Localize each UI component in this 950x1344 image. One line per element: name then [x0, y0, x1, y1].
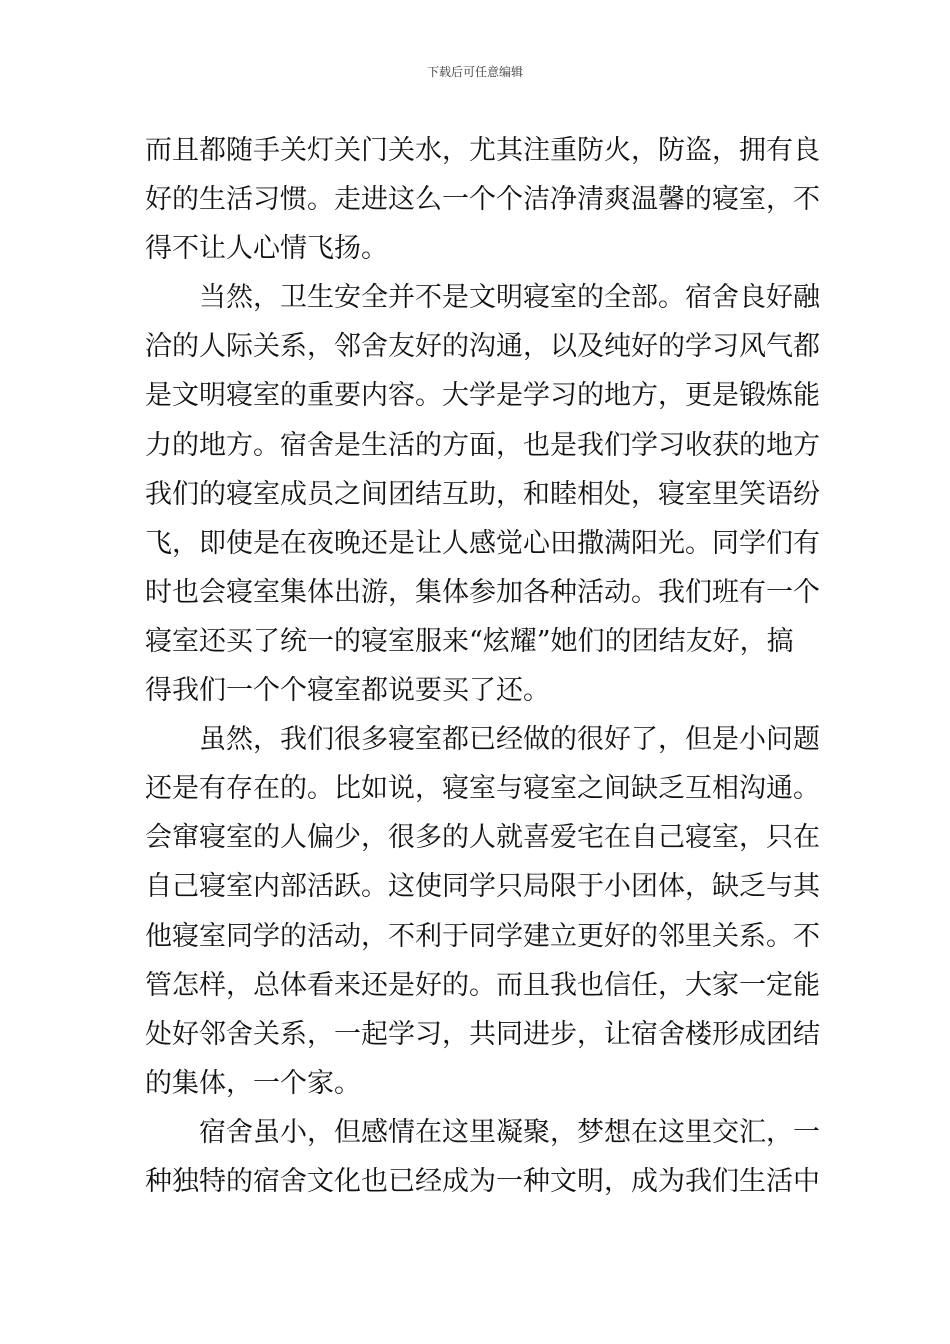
paragraph-start-line: 当然，卫生安全并不是文明寝室的全部。宿舍良好融 — [199, 282, 820, 314]
text-line: 种独特的宿舍文化也已经成为一种文明，成为我们生活中 — [145, 1165, 820, 1197]
text-line: 得不让人心情飞扬。 — [145, 233, 388, 265]
text-line: 还是有存在的。比如说，寝室与寝室之间缺乏互相沟通。 — [145, 773, 820, 805]
text-line: 处好邻舍关系，一起学习，共同进步，让宿舍楼形成团结 — [145, 1018, 820, 1050]
text-line: 的集体，一个家。 — [145, 1067, 361, 1099]
text-line: 寝室还买了统一的寝室服来“炫耀”她们的团结友好，搞 — [145, 625, 794, 657]
text-line: 时也会寝室集体出游，集体参加各种活动。我们班有一个 — [145, 576, 820, 608]
page-header: 下载后可任意编辑 — [426, 65, 523, 79]
text-line: 我们的寝室成员之间团结互助，和睦相处，寝室里笑语纷 — [145, 478, 820, 510]
text-line: 飞，即使是在夜晚还是让人感觉心田撒满阳光。同学们有 — [145, 527, 820, 559]
text-line: 是文明寝室的重要内容。大学是学习的地方，更是锻炼能 — [145, 380, 820, 412]
paragraph-start-line: 宿舍虽小，但感情在这里凝聚，梦想在这里交汇，一 — [199, 1116, 820, 1148]
text-line: 力的地方。宿舍是生活的方面，也是我们学习收获的地方 — [145, 429, 820, 461]
text-line: 好的生活习惯。走进这么一个个洁净清爽温馨的寝室，不 — [145, 184, 820, 216]
text-line: 管怎样，总体看来还是好的。而且我也信任，大家一定能 — [145, 969, 820, 1001]
text-line: 自己寝室内部活跃。这使同学只局限于小团体，缺乏与其 — [145, 871, 820, 903]
paragraph-start-line: 虽然，我们很多寝室都已经做的很好了，但是小问题 — [199, 724, 820, 756]
text-line: 洽的人际关系，邻舍友好的沟通，以及纯好的学习风气都 — [145, 331, 820, 363]
text-line: 而且都随手关灯关门关水，尤其注重防火，防盗，拥有良 — [145, 135, 820, 166]
text-line: 他寝室同学的活动，不利于同学建立更好的邻里关系。不 — [145, 920, 820, 952]
text-line: 得我们一个个寝室都说要买了还。 — [145, 675, 550, 707]
body-text — [145, 126, 820, 1206]
text-line: 会窜寝室的人偏少，很多的人就喜爱宅在自己寝室，只在 — [145, 822, 820, 854]
